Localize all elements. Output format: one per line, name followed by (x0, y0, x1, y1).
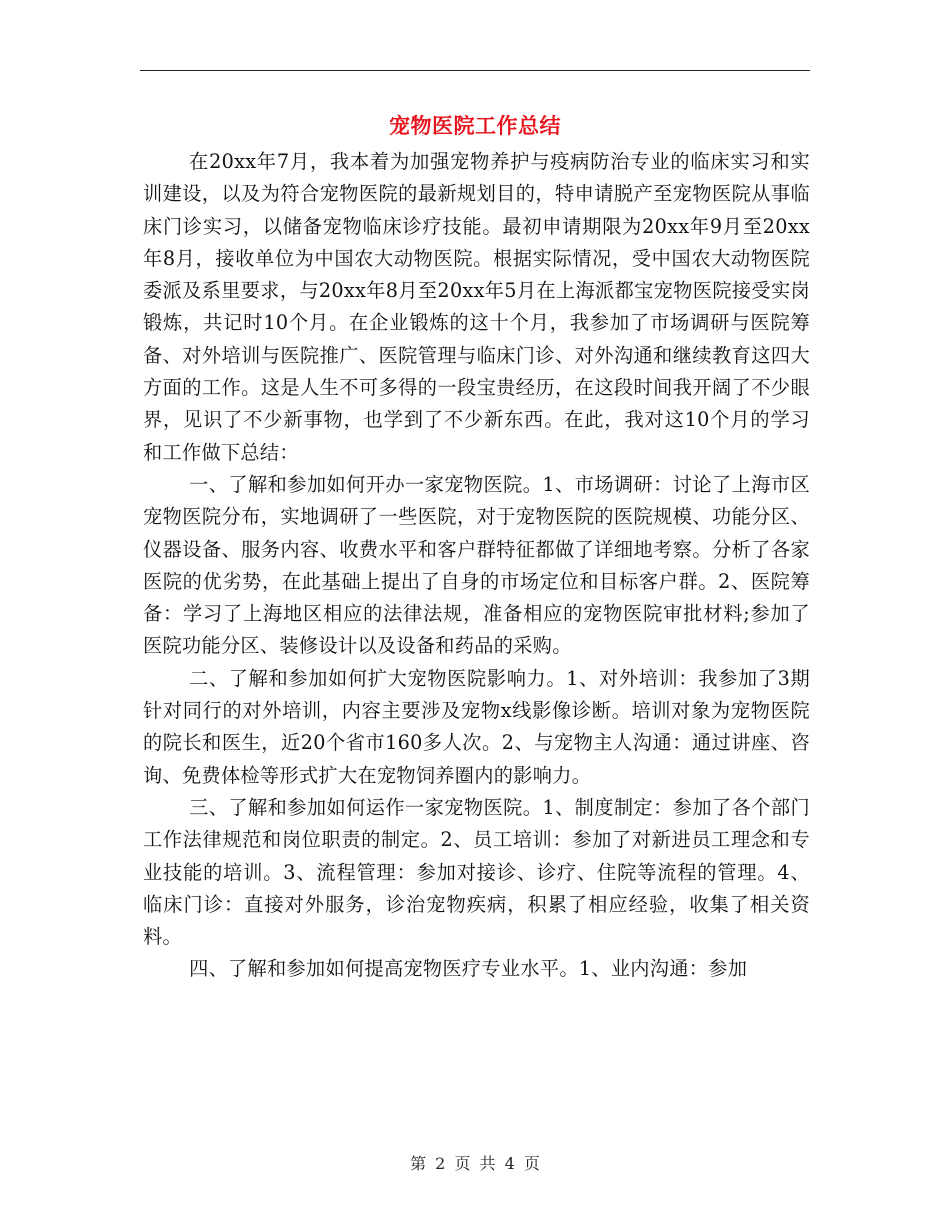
paragraph-section-1: 一、了解和参加如何开办一家宠物医院。1、市场调研：讨论了上海市区宠物医院分布，实地调研了一些医院，对于宠物医院的医院规模、功能分区、仪器设备、服务内容、收费水平和客户群特征都做了详细地考察。分析了各家医院的优劣势，在此基础上提出了自身的市场定位和目标客户群。2、医院筹备：学习了上海地区相应的法律法规，准备相应的宠物医院审批材料;参加了医院功能分区、装修设计以及设备和药品的采购。 (143, 472, 810, 658)
document-body (143, 146, 810, 986)
document-title: 宠物医院工作总结 (389, 114, 561, 138)
paragraph-intro: 在20xx年7月，我本着为加强宠物养护与疫病防治专业的临床实习和实训建设，以及为符合宠物医院的最新规划目的，特申请脱产至宠物医院从事临床门诊实习，以储备宠物临床诊疗技能。最初申请期限为20xx年9月至20xx年8月，接收单位为中国农大动物医院。根据实际情况，受中国农大动物医院委派及系里要求，与20xx年8月至20xx年5月在上海派都宝宠物医院接受实岗锻炼，共记时10个月。在企业锻炼的这十个月，我参加了市场调研与医院筹备、对外培训与医院推广、医院管理与临床门诊、对外沟通和继续教育这四大方面的工作。这是人生不可多得的一段宝贵经历，在这段时间我开阔了不少眼界，见识了不少新事物，也学到了不少新东西。在此，我对这10个月的学习和工作做下总结： (143, 150, 810, 464)
paragraph-section-2: 二、了解和参加如何扩大宠物医院影响力。1、对外培训：我参加了3期针对同行的对外培训，内容主要涉及宠物x线影像诊断。培训对象为宠物医院的院长和医生，近20个省市160多人次。2、与宠物主人沟通：通过讲座、咨询、免费体检等形式扩大在宠物饲养圈内的影响力。 (143, 666, 810, 787)
header-rule (140, 70, 810, 71)
paragraph-section-3: 三、了解和参加如何运作一家宠物医院。1、制度制定：参加了各个部门工作法律规范和岗位职责的制定。2、员工培训：参加了对新进员工理念和专业技能的培训。3、流程管理：参加对接诊、诊疗、住院等流程的管理。4、临床门诊：直接对外服务，诊治宠物疾病，积累了相应经验，收集了相关资料。 (143, 795, 810, 949)
page-number-footer: 第 2 页 共 4 页 (410, 1154, 540, 1173)
paragraph-section-4: 四、了解和参加如何提高宠物医疗专业水平。1、业内沟通：参加 (189, 957, 748, 981)
